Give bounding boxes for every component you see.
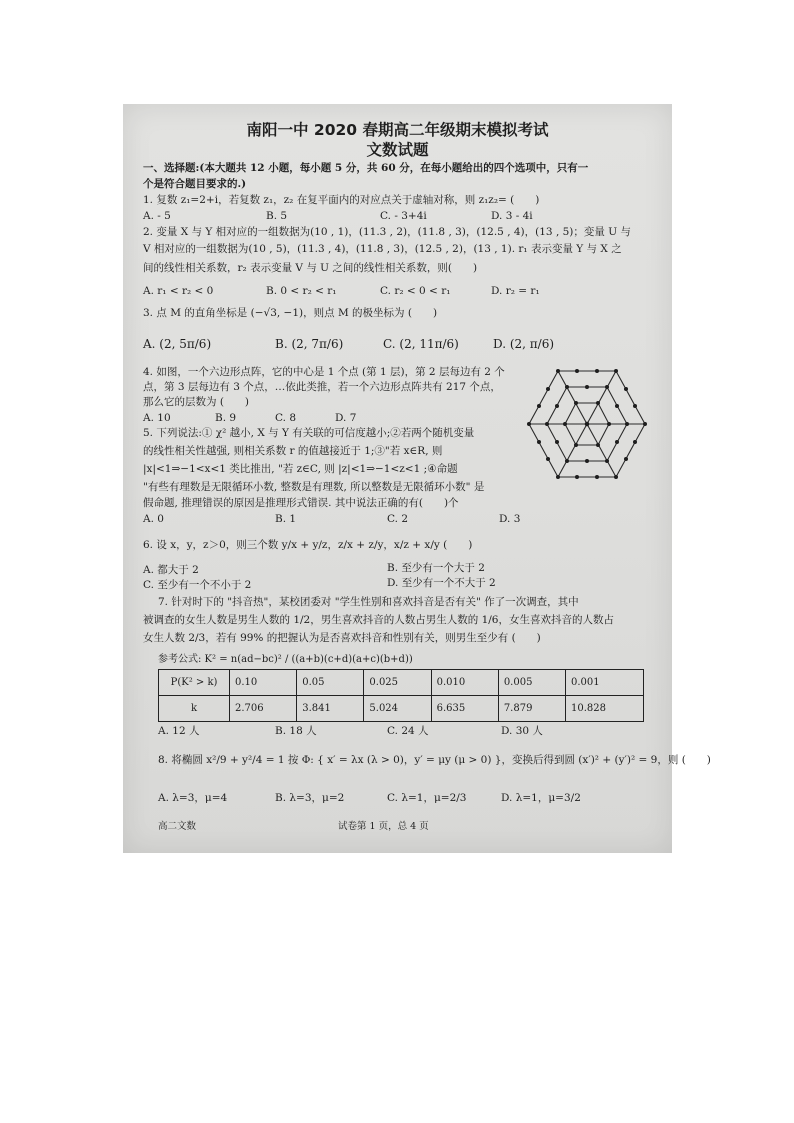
q5-line3: |x|<1⇒−1<x<1 类比推出, "若 z∈C, 则 |z|<1⇒−1<z<1 ;④命题 <box>143 463 458 475</box>
section-header: 一、选择题:(本大题共 12 小题，每小题 5 分，共 60 分，在每小题给出的四个选项中，只有一 <box>143 162 589 174</box>
q1-option-c: C. - 3+4i <box>380 210 427 222</box>
footer-subject: 高二文数 <box>158 821 197 832</box>
table-cell: 6.635 <box>431 696 498 722</box>
q4-option-c: C. 8 <box>275 412 297 424</box>
q4-line2: 点，第 3 层每边有 3 个点，…依此类推，若一个六边形点阵共有 217 个点， <box>143 381 501 393</box>
table-cell: 0.10 <box>230 670 297 696</box>
q7-option-a: A. 12 人 <box>158 725 200 737</box>
q3-option-b: B. (2, 7π/6) <box>275 337 344 351</box>
q2-option-c: C. r₂ < 0 < r₁ <box>380 285 451 297</box>
q5-line4: "有些有理数是无限循环小数, 整数是有理数, 所以整数是无限循环小数" 是 <box>143 481 485 493</box>
q7-option-b: B. 18 人 <box>275 725 317 737</box>
q2-option-a: A. r₁ < r₂ < 0 <box>143 285 214 297</box>
q1-option-d: D. 3 - 4i <box>491 210 533 222</box>
q5-line1: 5. 下列说法:① χ² 越小, X 与 Y 有关联的可信度越小;②若两个随机变量 <box>143 427 475 439</box>
q7-option-c: C. 24 人 <box>387 725 429 737</box>
table-row <box>159 670 644 696</box>
q5-option-c: C. 2 <box>387 513 409 525</box>
q8-option-b: B. λ=3，μ=2 <box>275 792 345 804</box>
q8-stem: 8. 将椭圆 x²/9 + y²/4 = 1 按 Φ: { x′ = λx (λ > 0)，y′ = μy (μ > 0) }，变换后得到圆 (x′)² + (y′)² = 9，则 ( ) <box>158 754 711 766</box>
q8-option-a: A. λ=3，μ=4 <box>158 792 228 804</box>
q4-option-a: A. 10 <box>143 412 171 424</box>
q2-line1: 2. 变量 X 与 Y 相对应的一组数据为(10 , 1)，(11.3 , 2)，(11.8 , 3)，(12.5 , 4)，(13 , 5)；变量 U 与 <box>143 226 631 238</box>
table-cell: P(K² > k) <box>159 670 230 696</box>
table-cell: 0.010 <box>431 670 498 696</box>
table-cell: 10.828 <box>566 696 644 722</box>
q4-line1: 4. 如图，一个六边形点阵，它的中心是 1 个点 (第 1 层)，第 2 层每边有 2 个 <box>143 366 505 378</box>
table-cell: 0.001 <box>566 670 644 696</box>
q6-option-c: C. 至少有一个不小于 2 <box>143 579 252 591</box>
table-row <box>159 696 644 722</box>
q2-option-b: B. 0 < r₂ < r₁ <box>266 285 337 297</box>
q8-option-c: C. λ=1，μ=2/3 <box>387 792 467 804</box>
q1-option-b: B. 5 <box>266 210 288 222</box>
exam-paper <box>123 104 711 853</box>
table-cell: 0.005 <box>498 670 565 696</box>
q5-option-a: A. 0 <box>143 513 164 525</box>
q6-option-b: B. 至少有一个大于 2 <box>387 562 485 574</box>
q1-option-a: A. - 5 <box>143 210 171 222</box>
q1-stem: 1. 复数 z₁=2+i，若复数 z₁，z₂ 在复平面内的对应点关于虚轴对称，则 z₁z₂= ( ) <box>143 194 540 206</box>
q6-option-d: D. 至少有一个不大于 2 <box>387 577 496 589</box>
q5-line2: 的线性相关性越强, 则相关系数 r 的值越接近于 1;③"若 x∈R, 则 <box>143 445 443 457</box>
q5-line5: 假命题, 推理错误的原因是推理形式错误. 其中说法正确的有( )个 <box>143 497 459 509</box>
table-cell: 0.05 <box>297 670 364 696</box>
q7-line2: 被调查的女生人数是男生人数的 1/2，男生喜欢抖音的人数占男生人数的 1/6，女生喜欢抖音的人数占 <box>143 614 614 626</box>
q3-stem: 3. 点 M 的直角坐标是 (−√3, −1)，则点 M 的极坐标为 ( ) <box>143 307 438 319</box>
q3-option-d: D. (2, π/6) <box>493 337 555 351</box>
table-cell: 7.879 <box>498 696 565 722</box>
hexagon-dot-lattice-figure <box>523 363 651 485</box>
exam-subtitle: 文数试题 <box>366 141 429 159</box>
q7-line1: 7. 针对时下的 "抖音热"，某校团委对 "学生性别和喜欢抖音是否有关" 作了一次调查，其中 <box>158 596 579 608</box>
q5-option-b: B. 1 <box>275 513 297 525</box>
table-cell: 2.706 <box>230 696 297 722</box>
q4-option-d: D. 7 <box>335 412 357 424</box>
exam-title: 南阳一中 2020 春期高二年级期末模拟考试 <box>246 121 549 139</box>
q4-line3: 那么它的层数为 ( ) <box>143 396 250 408</box>
q7-line3: 女生人数 2/3，若有 99% 的把握认为是否喜欢抖音和性别有关，则男生至少有 ( ) <box>143 632 541 644</box>
q2-line3: 间的线性相关系数，r₂ 表示变量 V 与 U 之间的线性相关系数，则( ) <box>143 262 478 274</box>
q6-stem: 6. 设 x，y，z＞0，则三个数 y/x + y/z，z/x + z/y，x/z + x/y ( ) <box>143 539 473 551</box>
q7-option-d: D. 30 人 <box>501 725 543 737</box>
q5-option-d: D. 3 <box>499 513 521 525</box>
table-cell: 3.841 <box>297 696 364 722</box>
k2-reference-table <box>158 669 644 722</box>
q2-line2: V 相对应的一组数据为(10 , 5)，(11.3 , 4)，(11.8 , 3)，(12.5 , 2)，(13 , 1). r₁ 表示变量 Y 与 X 之 <box>143 243 622 255</box>
q3-option-a: A. (2, 5π/6) <box>143 337 212 351</box>
q7-formula: 参考公式: K² = n(ad−bc)² / ((a+b)(c+d)(a+c)(b+d)) <box>158 654 413 665</box>
q3-option-c: C. (2, 11π/6) <box>383 337 459 351</box>
footer-page-number: 试卷第 1 页，总 4 页 <box>338 821 429 832</box>
table-cell: 5.024 <box>364 696 431 722</box>
table-cell: k <box>159 696 230 722</box>
q8-option-d: D. λ=1，μ=3/2 <box>501 792 581 804</box>
table-cell: 0.025 <box>364 670 431 696</box>
q4-option-b: B. 9 <box>215 412 237 424</box>
section-header-cont: 个是符合题目要求的.) <box>143 178 247 190</box>
q2-option-d: D. r₂ = r₁ <box>491 285 540 297</box>
q6-option-a: A. 都大于 2 <box>143 564 199 576</box>
